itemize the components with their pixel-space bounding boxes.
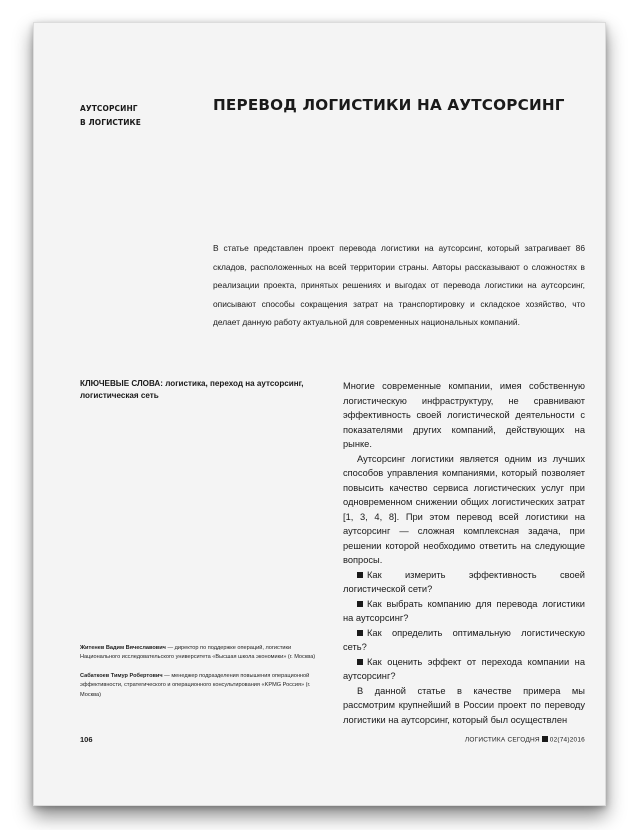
bullet-square-icon — [357, 630, 363, 636]
author-notes — [80, 644, 316, 709]
rubric-line-2: В ЛОГИСТИКЕ — [80, 117, 141, 127]
separator-square-icon — [542, 736, 548, 742]
question-text: Как оценить эффект от перехода компании на аутсорсинг? — [343, 656, 585, 681]
article-body — [343, 379, 585, 727]
question-item — [343, 655, 585, 684]
article-title: ПЕРЕВОД ЛОГИСТИКИ НА АУТСОРСИНГ — [213, 96, 565, 114]
section-rubric — [80, 101, 141, 129]
page-number: 106 — [80, 735, 93, 744]
journal-name: ЛОГИСТИКА СЕГОДНЯ — [464, 736, 540, 744]
question-text: Как выбрать компанию для перевода логистики на аутсорсинг? — [343, 598, 585, 623]
question-text: Как измерить эффективность своей логистической сети? — [343, 569, 585, 594]
question-text: Как определить оптимальную логистическую сеть? — [343, 627, 585, 652]
question-item — [343, 597, 585, 626]
journal-page — [33, 22, 606, 806]
author-note — [80, 672, 316, 700]
author-description: — менеджер подразделения повышения операционной эффективности, стратегического и операционного консультирования «KPMG Россия» (г. Москва) — [80, 672, 311, 698]
author-name: Житенев Вадим Вячеславович — [80, 645, 166, 651]
body-paragraph: В данной статье в качестве примера мы рассмотрим крупнейший в России проект по переводу логистики на аутсорсинг, который был осуществлен — [343, 685, 585, 725]
author-note — [80, 644, 316, 663]
article-abstract: В статье представлен проект перевода логистики на аутсорсинг, который затрагивает 86 складов, расположенных на всей территории страны. Авторы рассказывают о сложностях в реализации проекта, принятых решениях и выгодах от перевода логистики на аутсорсинг, описывают способы сокращения затрат на транспортировку и складское хозяйство, что делает данную работу актуальной для современных национальных компаний. — [213, 243, 585, 328]
bullet-square-icon — [357, 659, 363, 665]
question-item — [343, 568, 585, 597]
body-paragraph: Аутсорсинг логистики является одним из лучших способов управления компаниями, который позволяет повысить качество сервиса логистических услуг при одновременном снижении общих логистических затрат [1, 3, 4, 8]. При этом перевод всей логистики на аутсорсинг — сложная комплексная задача, при решении которой необходимо ответить на следующие вопросы. — [343, 453, 585, 565]
bullet-square-icon — [357, 572, 363, 578]
journal-issue: 02(74)2016 — [549, 736, 585, 744]
running-footer — [465, 736, 585, 744]
author-description: — директор по поддержке операций, логистики Национального исследовательского университета «Высшая школа экономики» (г. Москва) — [80, 645, 316, 661]
keywords: КЛЮЧЕВЫЕ СЛОВА: логистика, переход на аутсорсинг, логистическая сеть — [80, 379, 304, 400]
rubric-line-1: АУТСОРСИНГ — [80, 103, 138, 113]
body-paragraph: Многие современные компании, имея собственную логистическую инфраструктуру, не сравнивают эффективность своей логистической деятельности с показателями других компаний, действующих на рынке. — [343, 381, 585, 449]
bullet-square-icon — [357, 601, 363, 607]
question-item — [343, 626, 585, 655]
author-name: Сабаткоев Тимур Робертович — [80, 672, 163, 679]
